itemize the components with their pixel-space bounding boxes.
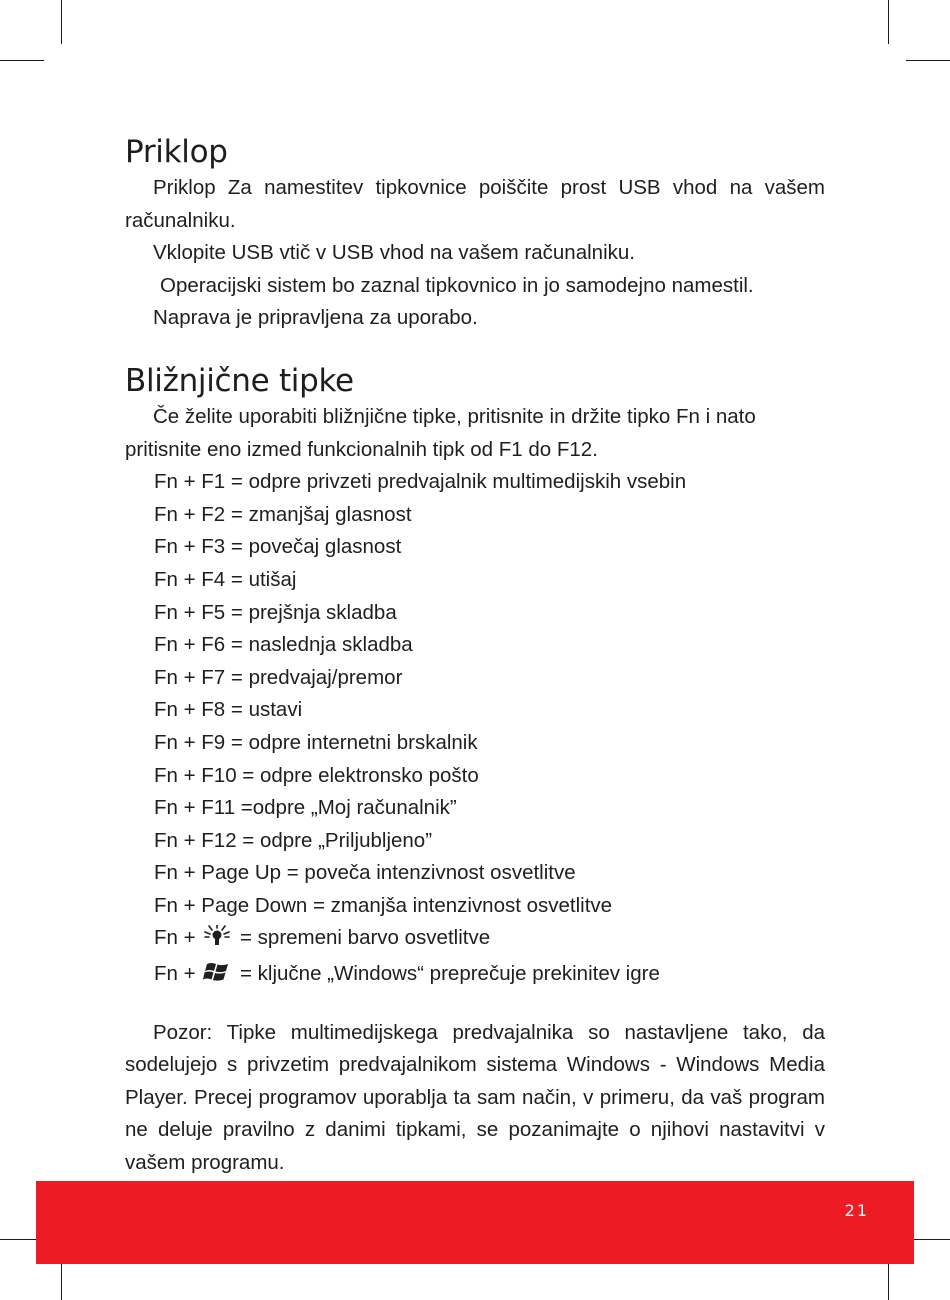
crop-mark — [61, 0, 62, 44]
crop-mark — [888, 0, 889, 44]
note-paragraph: Pozor: Tipke multimedijskega predvajalnika so nastavljene tako, da sodelujejo s privzetim predvajalnikom sistema Windows - Windows Media Player. Precej programov uporablja ta sam način, v primeru, da vaš program ne deluje pravilno z danimi tipkami, se pozanimajte o njihovi nastavitvi v vašem programu. — [125, 1020, 825, 1175]
shortcut-line: Fn + F7 = predvajaj/premor — [154, 665, 403, 689]
footer-bar — [36, 1181, 914, 1264]
paragraph: Priklop Za namestitev tipkovnice poiščite prost USB vhod na vašem računalniku. — [125, 176, 825, 232]
shortcut-line: Fn + F11 =odpre „Moj računalnik” — [154, 796, 457, 820]
shortcut-line: Fn + F3 = povečaj glasnost — [154, 535, 402, 559]
shortcut-line: Fn + Page Up = poveča intenzivnost osvetlitve — [154, 861, 576, 885]
shortcut-prefix: Fn + — [154, 926, 196, 950]
paragraph: Naprava je pripravljena za uporabo. — [153, 306, 478, 330]
crop-mark — [906, 60, 950, 61]
shortcut-line: Fn + F4 = utišaj — [154, 567, 297, 591]
section-title-shortcuts: Bližnjične tipke — [125, 362, 354, 399]
crop-mark — [0, 60, 44, 61]
light-bulb-icon — [203, 925, 231, 958]
page-content — [125, 132, 825, 1180]
page-number: 21 — [844, 1201, 869, 1220]
shortcut-line: Fn + Page Down = zmanjša intenzivnost osvetlitve — [154, 893, 613, 917]
shortcut-text: = spremeni barvo osvetlitve — [240, 926, 491, 950]
shortcut-line-windows — [125, 958, 825, 994]
shortcut-line: Fn + F5 = prejšnja skladba — [154, 600, 397, 624]
paragraph: Vklopite USB vtič v USB vhod na vašem računalniku. — [153, 241, 635, 265]
paragraph: Operacijski sistem bo zaznal tipkovnico in jo samodejno namestil. — [160, 273, 754, 297]
section-title-connection: Priklop — [125, 134, 228, 170]
shortcut-prefix: Fn + — [154, 962, 196, 986]
shortcut-line: Fn + F9 = odpre internetni brskalnik — [154, 730, 478, 754]
shortcut-line: Fn + F8 = ustavi — [154, 698, 303, 722]
shortcut-text: = ključne „Windows“ preprečuje prekinitev igre — [240, 962, 660, 986]
shortcut-line: Fn + F10 = odpre elektronsko pošto — [154, 763, 479, 787]
windows-logo-icon — [203, 961, 231, 994]
shortcut-line: Fn + F1 = odpre privzeti predvajalnik multimedijskih vsebin — [154, 470, 687, 494]
paragraph: Če želite uporabiti bližnjične tipke, pritisnite in držite tipko Fn i nato pritisnite eno izmed funkcionalnih tipk od F1 do F12. — [125, 404, 756, 461]
shortcut-line: Fn + F6 = naslednja skladba — [154, 633, 413, 657]
shortcut-line: Fn + F2 = zmanjšaj glasnost — [154, 502, 412, 526]
shortcut-line-light — [125, 922, 825, 958]
shortcut-line: Fn + F12 = odpre „Priljubljeno” — [154, 828, 433, 852]
